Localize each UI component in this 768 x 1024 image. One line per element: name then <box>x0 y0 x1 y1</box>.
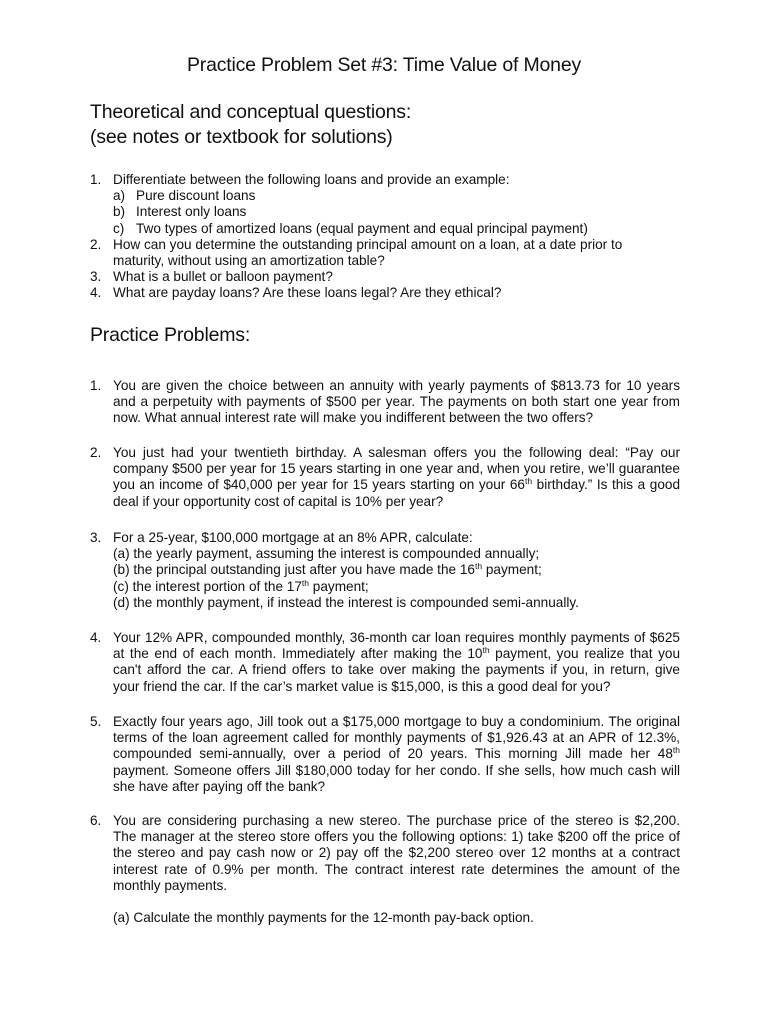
question-number: 3. <box>90 269 102 285</box>
problem-line: Exactly four years ago, Jill took out a $175,000 mortgage to buy a condominium. The original <box>113 714 680 729</box>
problem-text <box>113 445 680 510</box>
problem-line: monthly payments. <box>113 877 228 893</box>
sub-text: Interest only loans <box>136 204 247 220</box>
problem-number: 4. <box>90 630 102 645</box>
problem-line <box>113 562 680 578</box>
problem-line: and a perpetuity with payments of $500 per year. The payments on both start one year from <box>113 394 680 410</box>
question-text: What is a bullet or balloon payment? <box>113 269 333 285</box>
problem-line: payment. Someone offers Jill $180,000 today for her condo. If she sells, how much cash will <box>113 762 680 778</box>
problem-line: the stereo and pay cash now or 2) pay off the $2,200 stereo over 12 months at a contract <box>113 845 680 861</box>
question-text: Differentiate between the following loans and provide an example: <box>113 172 510 187</box>
problem-line: can't afford the car. A friend offers to take over making the payments if you, in return, give <box>113 662 680 678</box>
problem-line <box>113 477 680 493</box>
problem-line: now. What annual interest rate will make you indifferent between the two offers? <box>113 410 594 426</box>
problem-number: 2. <box>90 445 102 460</box>
theory-q1-sub-a <box>90 188 622 204</box>
theory-q1-sub-c <box>90 221 622 237</box>
practice-heading <box>90 323 250 348</box>
problem-line: terms of the loan agreement called for monthly payments of $1,926.43 at an APR of 12.3%, <box>113 730 680 746</box>
problem-line <box>113 746 680 762</box>
question-text <box>113 237 622 269</box>
problem-number: 5. <box>90 714 102 729</box>
problem-line: (d) the monthly payment, if instead the interest is compounded semi-annually. <box>113 594 579 610</box>
sub-label: a) <box>113 188 126 204</box>
sub-text: Pure discount loans <box>136 188 256 204</box>
problem-line: For a 25-year, $100,000 mortgage at an 8% APR, calculate: <box>113 530 473 545</box>
problem-number: 3. <box>90 530 102 545</box>
problem-text <box>113 378 680 427</box>
problem-line: deal if your opportunity cost of capital is 10% per year? <box>113 493 444 509</box>
practice-problem-6 <box>90 813 680 926</box>
question-line: How can you determine the outstanding principal amount on a loan, at a date prior to <box>113 236 623 252</box>
theory-heading <box>90 100 411 150</box>
ordinal-suffix: th <box>672 745 680 756</box>
ordinal-suffix: th <box>474 561 483 572</box>
theory-question-4 <box>90 285 622 301</box>
practice-heading-text: Practice Problems: <box>90 324 251 346</box>
problem-line: You are considering purchasing a new stereo. The purchase price of the stereo is $2,200. <box>113 813 680 828</box>
practice-problem-5 <box>90 714 680 795</box>
practice-problem-3 <box>90 530 680 611</box>
ordinal-suffix: th <box>525 476 533 487</box>
problem-line-text: you an income of $40,000 per year for 15 years starting on your 66 <box>113 477 525 493</box>
question-text: What are payday loans? Are these loans legal? Are they ethical? <box>113 285 502 301</box>
problem-line-text: at the end of each month. Immediately after making the 10 <box>113 646 483 662</box>
problem-line: company $500 per year for 15 years starting in one year and, when you retire, we’ll guarantee <box>113 461 680 477</box>
problem-line-text: payment; <box>482 562 542 578</box>
theory-question-1 <box>90 172 622 188</box>
practice-problem-1 <box>90 378 680 427</box>
problem-line-text: (c) the interest portion of the 17 <box>113 578 302 594</box>
ordinal-suffix: th <box>482 645 490 656</box>
question-number: 2. <box>90 236 102 252</box>
theory-heading-line1: Theoretical and conceptual questions: <box>90 101 412 123</box>
problem-line: interest rate of 0.9% per month. The contract interest rate determines the amount of the <box>113 861 680 877</box>
problem-line <box>113 646 680 662</box>
ordinal-suffix: th <box>301 577 309 588</box>
problem-text <box>113 530 680 611</box>
theory-question-3 <box>90 269 622 285</box>
theory-question-list <box>90 172 622 302</box>
problem-line: Your 12% APR, compounded monthly, 36-month car loan requires monthly payments of $625 <box>113 630 680 645</box>
question-line: maturity, without using an amortization table? <box>113 253 385 269</box>
problem-line: You are given the choice between an annuity with yearly payments of $813.73 for 10 years <box>113 378 680 393</box>
practice-problem-2 <box>90 445 680 510</box>
problem-text <box>113 714 680 795</box>
sub-label: c) <box>113 220 125 236</box>
problem-line <box>113 579 680 595</box>
problem-line-text: payment; <box>309 578 369 594</box>
problem-line: You just had your twentieth birthday. A salesman offers you the following deal: “Pay our <box>113 445 680 460</box>
question-number: 1. <box>90 172 102 187</box>
sub-text: Two types of amortized loans (equal payment and equal principal payment) <box>136 220 588 236</box>
theory-question-2 <box>90 237 622 269</box>
page-title: Practice Problem Set #3: Time Value of Money <box>186 54 582 76</box>
problem-part-a: (a) Calculate the monthly payments for the 12-month pay-back option. <box>113 910 534 926</box>
problem-text <box>113 813 680 926</box>
problem-line-text: birthday.” Is this a good <box>532 477 680 493</box>
problem-line-text: (b) the principal outstanding just after you have made the 16 <box>113 562 475 578</box>
practice-problem-4 <box>90 630 680 695</box>
theory-q1-sub-b <box>90 204 622 220</box>
problem-line-text: compounded semi-annually, over a period of 20 years. This morning Jill made her 48 <box>113 746 673 762</box>
problem-number: 6. <box>90 813 102 828</box>
problem-number: 1. <box>90 378 102 393</box>
problem-line-text: payment, you realize that you <box>489 646 681 662</box>
problem-line: (a) the yearly payment, assuming the interest is compounded annually; <box>113 546 540 562</box>
sub-label: b) <box>113 204 126 220</box>
problem-line: your friend the car. If the car’s market value is $15,000, is this a good deal for you? <box>113 678 611 694</box>
theory-heading-line2: (see notes or textbook for solutions) <box>90 126 393 148</box>
problem-line: she have after paying off the bank? <box>113 778 326 794</box>
problem-text <box>113 630 680 695</box>
problem-line: The manager at the stereo store offers you the following options: 1) take $200 off the price of <box>113 829 680 845</box>
question-number: 4. <box>90 285 102 301</box>
